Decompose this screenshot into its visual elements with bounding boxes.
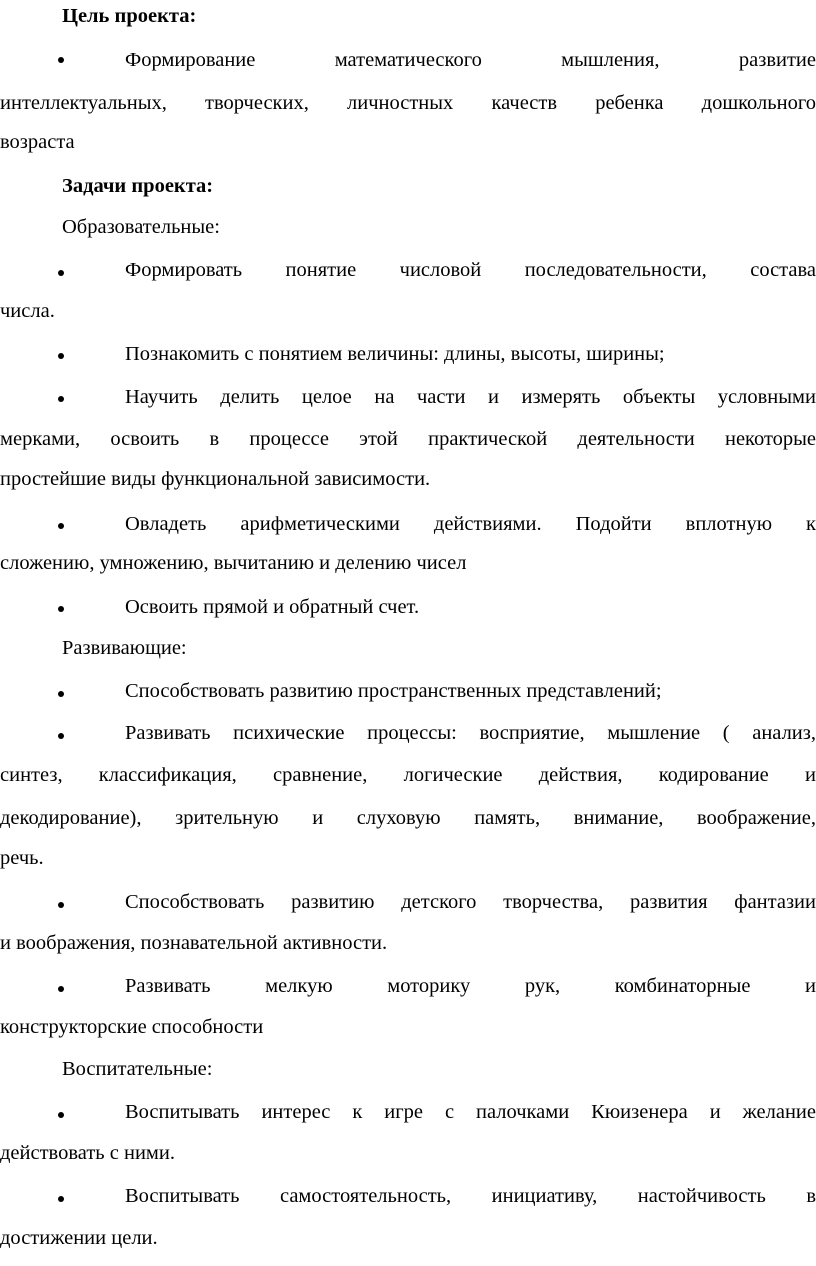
bullet-icon (58, 986, 64, 992)
bullet-icon (58, 396, 64, 402)
developmental-item-line: синтез, классификация, сравнение, логические действия, кодирование и (0, 764, 816, 786)
developmental-item-line: Способствовать развитию пространственных представлений; (125, 680, 662, 702)
developmental-item-line: речь. (0, 847, 44, 869)
bullet-icon (58, 353, 64, 359)
tasks-heading: Задачи проекта: (62, 175, 214, 197)
bullet-icon (58, 270, 64, 276)
upbringing-item-line: действовать с ними. (0, 1142, 175, 1164)
bullet-icon (58, 733, 64, 739)
developmental-item-line: и воображения, познавательной активности. (0, 932, 388, 954)
upbringing-item-line: Воспитывать самостоятельность, инициативу, настойчивость в (125, 1185, 816, 1207)
bullet-icon (58, 1196, 64, 1202)
goal-item-line: интеллектуальных, творческих, личностных качеств ребенка дошкольного (0, 92, 816, 114)
bullet-icon (58, 523, 64, 529)
developmental-item-line: конструкторские способности (0, 1016, 264, 1038)
developmental-label: Развивающие: (62, 637, 187, 659)
developmental-item-line: Развивать мелкую моторику рук, комбинаторные и (125, 975, 816, 997)
educational-item-line: простейшие виды функциональной зависимости. (0, 468, 431, 490)
developmental-item-line: Способствовать развитию детского творчества, развития фантазии (125, 891, 816, 913)
developmental-item-line: Развивать психические процессы: восприятие, мышление ( анализ, (125, 722, 816, 744)
educational-label: Образовательные: (62, 216, 220, 238)
educational-item-line: сложению, умножению, вычитанию и делению чисел (0, 552, 467, 574)
developmental-item-line: декодирование), зрительную и слуховую память, внимание, воображение, (0, 807, 816, 829)
goal-item-line: Формирование математического мышления, развитие (125, 49, 816, 71)
educational-item-line: Формировать понятие числовой последовательности, состава (125, 259, 816, 281)
educational-item-line: Овладеть арифметическими действиями. Подойти вплотную к (125, 513, 816, 535)
educational-item-line: мерками, освоить в процессе этой практической деятельности некоторые (0, 428, 816, 450)
bullet-icon (58, 691, 64, 697)
educational-item-line: Освоить прямой и обратный счет. (125, 596, 420, 618)
educational-item-line: Познакомить с понятием величины: длины, высоты, ширины; (125, 343, 665, 365)
bullet-icon (58, 1112, 64, 1118)
bullet-icon (58, 902, 64, 908)
upbringing-item-line: достижении цели. (0, 1227, 158, 1249)
educational-item-line: Научить делить целое на части и измерять объекты условными (125, 386, 816, 408)
upbringing-item-line: Воспитывать интерес к игре с палочками Кюизенера и желание (125, 1101, 816, 1123)
educational-item-line: числа. (0, 300, 55, 322)
upbringing-label: Воспитательные: (62, 1058, 213, 1080)
goal-heading: Цель проекта: (62, 5, 197, 27)
bullet-icon (58, 606, 64, 612)
bullet-icon (58, 57, 64, 63)
goal-item-line: возраста (0, 131, 75, 153)
